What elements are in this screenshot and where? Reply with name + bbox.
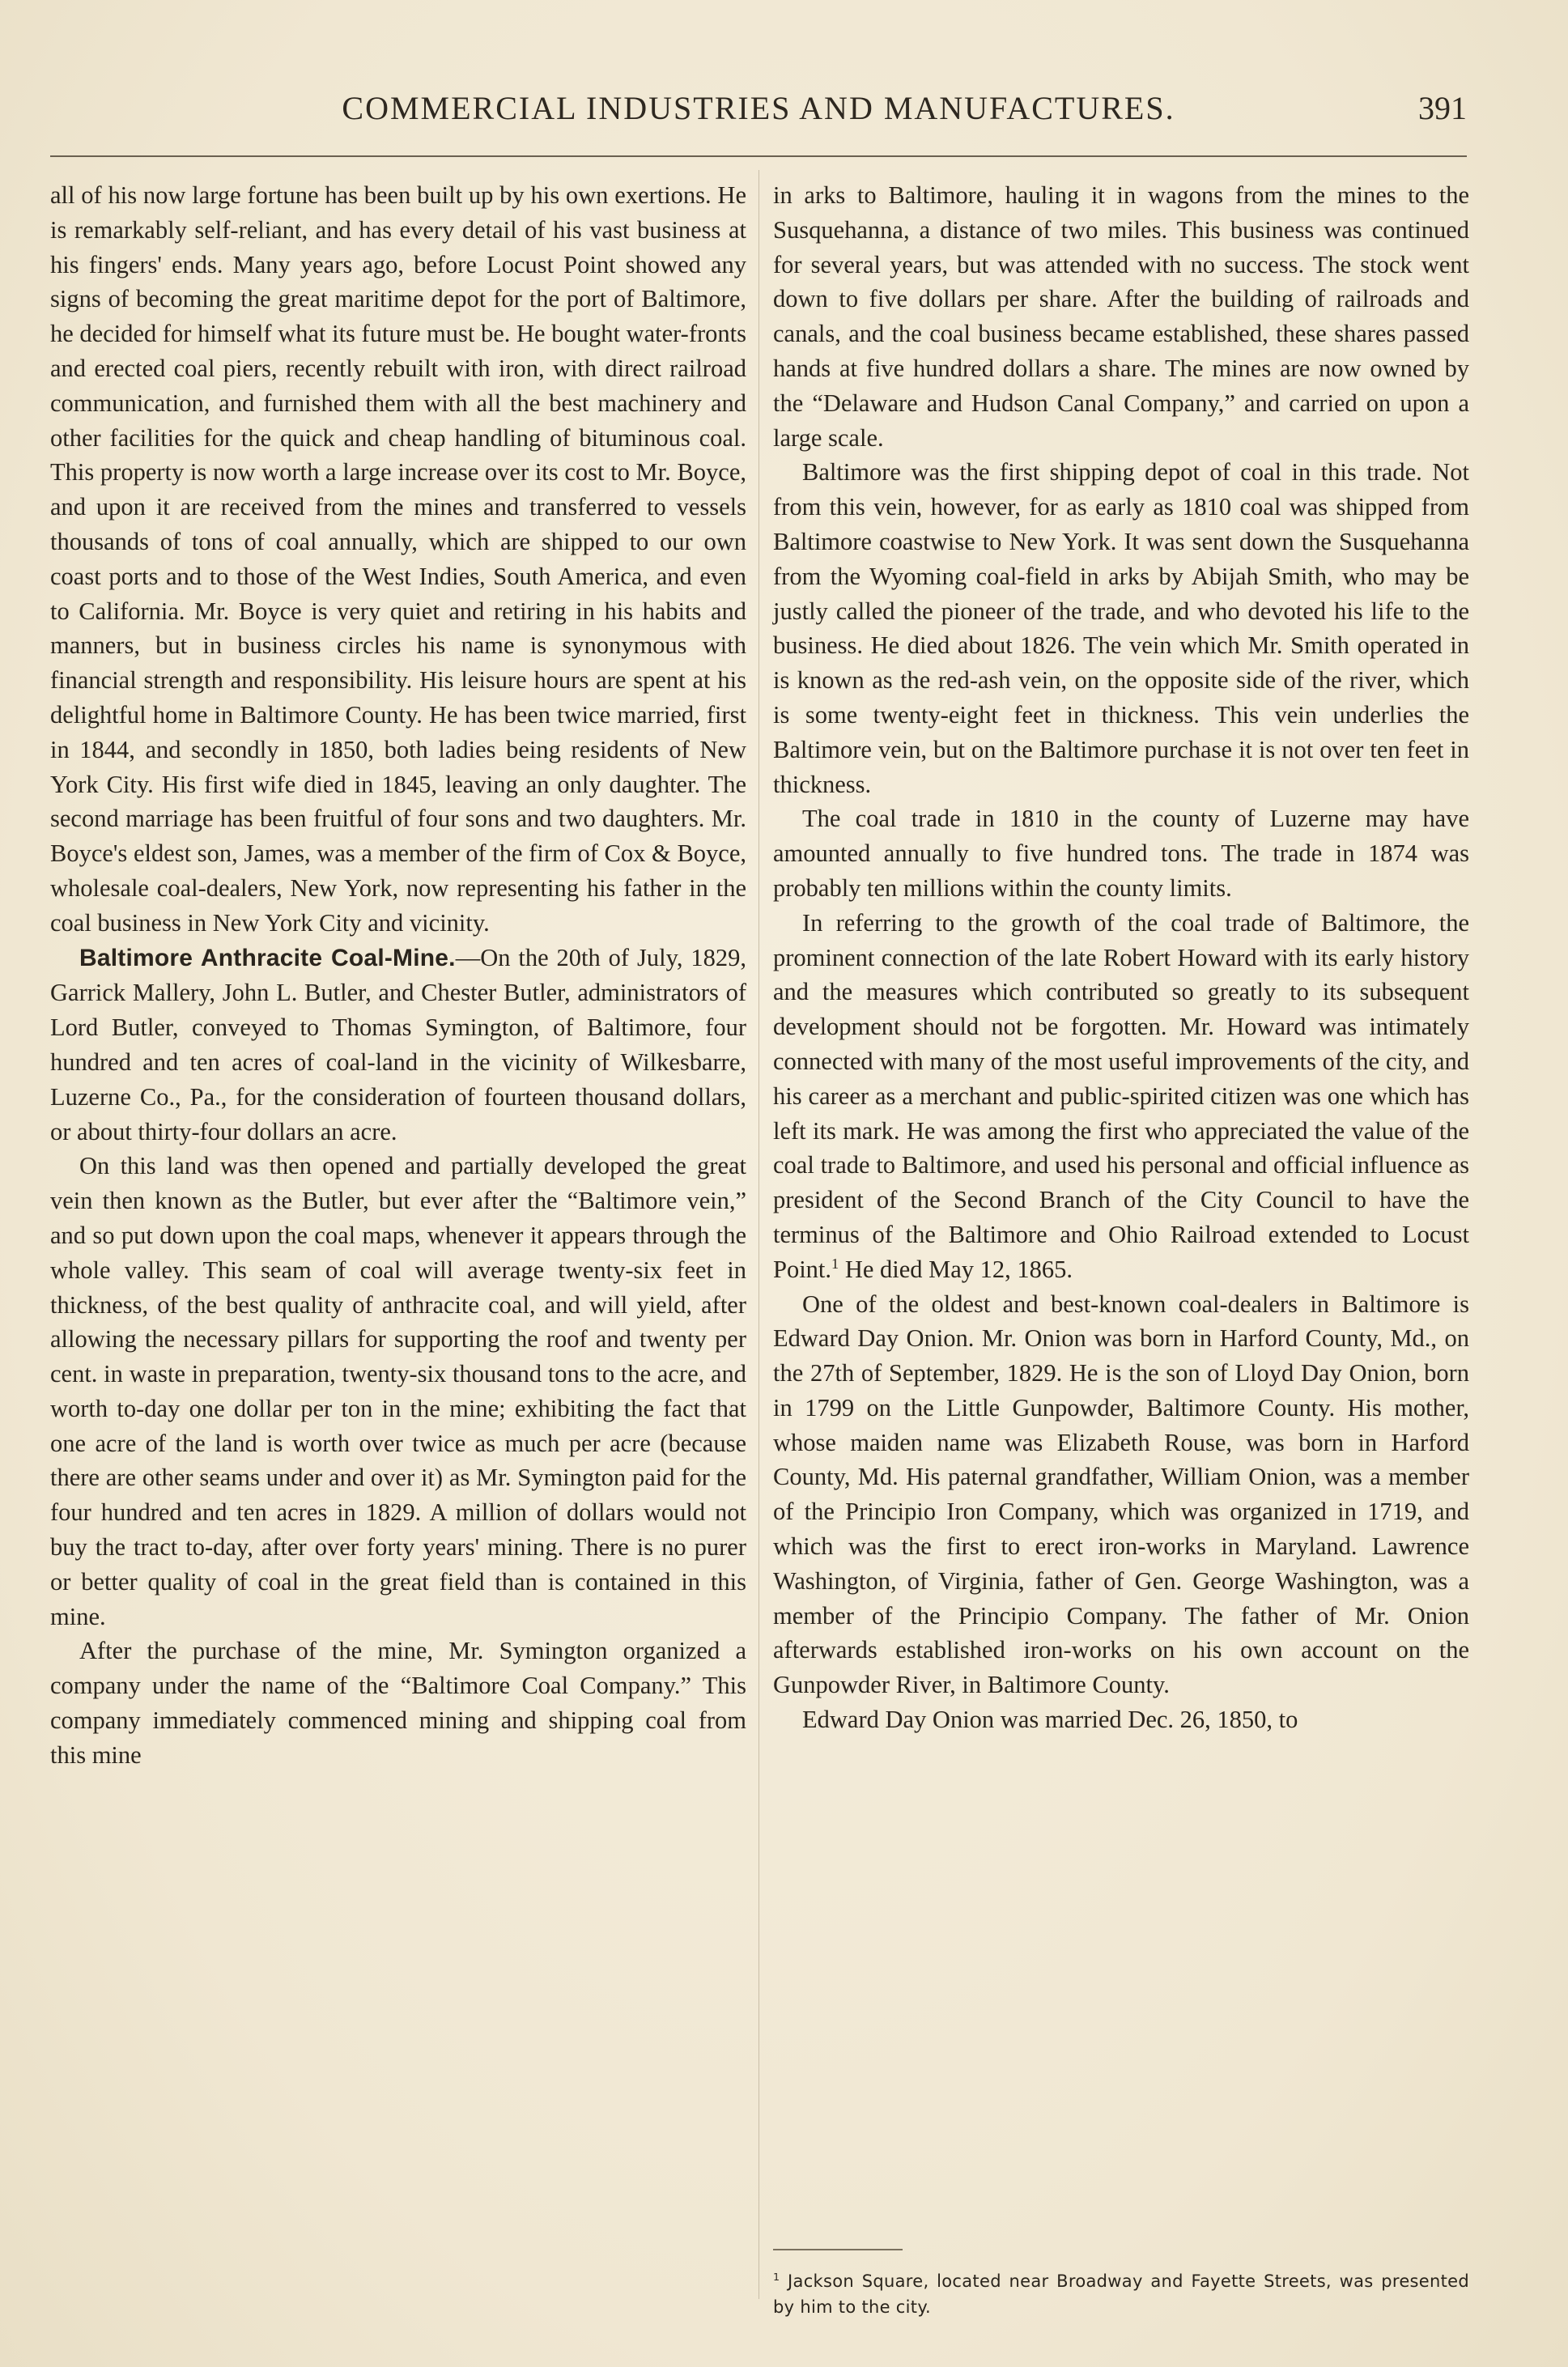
page-number: 391 (1418, 90, 1467, 126)
footnote-marker: 1 (831, 1255, 839, 1272)
paragraph-text: In referring to the growth of the coal trade of Baltimore, the prominent connection of the late Robert Howard with its early history and the measures which contributed so greatly to its subsequent development should not be forgotten. Mr. Howard was intimately connected with many of the most useful improvements of the city, and his career as a merchant and public-spirited citizen was one which has left its mark. He was among the first who appreciated the value of the coal trade to Baltimore, and used his personal and official influence as president of the Second Branch of the City Council to have the terminus of the Baltimore and Ohio Railroad extended to Locust Point. (773, 908, 1469, 1283)
footnote-rule (773, 2249, 903, 2250)
footnote-number: 1 (773, 2271, 780, 2283)
paragraph: On this land was then opened and partially developed the great vein then known as the Butler, but ever after the “Baltimore vein,” and so put down upon the coal maps, whenever it appears through the whole valley. This seam of coal will average twenty-six feet in thickness, of the best quality of anthracite coal, and will yield, after allowing the necessary pillars for supporting the roof and twenty per cent. in waste in preparation, twenty-six thousand tons to the acre, and worth to-day one dollar per ton in the mine; exhibiting the fact that one acre of the land is worth over twice as much per acre (because there are other seams under and over it) as Mr. Symington paid for the four hundred and ten acres in 1829. A million of dollars would not buy the tract to-day, after over forty years' mining. There is no purer or better quality of coal in the great field than is contained in this mine. (50, 1152, 746, 1630)
paragraph: Edward Day Onion was married Dec. 26, 1850, to (802, 1706, 1298, 1734)
paragraph-text: —On the 20th of July, 1829, Garrick Mallery, John L. Butler, and Chester Butler, administrators of Lord Butler, conveyed to Thomas Symington, of Baltimore, four hundred and ten acres of coal-land in the vicinity of Wilkesbarre, Luzerne Co., Pa., for the consideration of fourteen thousand dollars, or about thirty-four dollars an acre. (50, 943, 747, 1145)
paragraph: The coal trade in 1810 in the county of Luzerne may have amounted annually to five hundred tons. The trade in 1874 was probably ten millions within the county limits. (773, 805, 1469, 902)
running-title: COMMERCIAL INDUSTRIES AND MANUFACTURES. (342, 90, 1175, 126)
left-column (50, 178, 746, 1773)
header-rule (50, 155, 1467, 157)
paragraph-section (50, 941, 746, 1150)
section-heading: Baltimore Anthracite Coal-Mine. (79, 944, 456, 971)
paragraph-with-footnote (773, 906, 1469, 1287)
right-column (773, 178, 1469, 1737)
footnote (773, 2268, 1469, 2320)
paragraph: Baltimore was the first shipping depot of coal in this trade. Not from this vein, however, for as early as 1810 coal was shipped from Baltimore coastwise to New York. It was sent down the Susquehanna from the Wyoming coal-field in arks by Abijah Smith, who may be justly called the pioneer of the trade, and who devoted his life to the business. He died about 1826. The vein which Mr. Smith operated in is known as the red-ash vein, on the opposite side of the river, which is some twenty-eight feet in thickness. This vein underlies the Baltimore vein, but on the Baltimore purchase it is not over ten feet in thickness. (773, 458, 1469, 798)
paragraph: One of the oldest and best-known coal-dealers in Baltimore is Edward Day Onion. Mr. Onion was born in Harford County, Md., on the 27th of September, 1829. He is the son of Lloyd Day Onion, born in 1799 on the Little Gunpowder, Baltimore County. His mother, whose maiden name was Elizabeth Rouse, was born in Harford County, Md. His paternal grandfather, William Onion, was a member of the Principio Iron Company, which was organized in 1719, and which was the first to erect iron-works in Maryland. Lawrence Washington, of Virginia, father of Gen. George Washington, was a member of the Principio Company. The father of Mr. Onion afterwards established iron-works on his own account on the Gunpowder River, in Baltimore County. (773, 1290, 1469, 1699)
paragraph: all of his now large fortune has been built up by his own exertions. He is remarkably self-reliant, and has every detail of his vast business at his fingers' ends. Many years ago, before Locust Point showed any signs of becoming the great maritime depot for the port of Baltimore, he decided for himself what its future must be. He bought water-fronts and erected coal piers, recently rebuilt with iron, with direct railroad communication, and furnished them with all the best machinery and other facilities for the quick and cheap handling of bituminous coal. This property is now worth a large increase over its cost to Mr. Boyce, and upon it are received from the mines and transferred to vessels thousands of tons of coal annually, which are shipped to our own coast ports and to those of the West Indies, South America, and even to California. Mr. Boyce is very quiet and retiring in his habits and manners, but in business circles his name is synonymous with financial strength and responsibility. His leisure hours are spent at his delightful home in Baltimore County. He has been twice married, first in 1844, and secondly in 1850, both ladies being residents of New York City. His first wife died in 1845, leaving an only daughter. The second marriage has been fruitful of four sons and two daughters. Mr. Boyce's eldest son, James, was a member of the firm of Cox & Boyce, wholesale coal-dealers, New York, now representing his father in the coal business in New York City and vicinity. (50, 181, 746, 937)
footnote-text: Jackson Square, located near Broadway and Fayette Streets, was presented by him to the city. (773, 2271, 1469, 2317)
paragraph: After the purchase of the mine, Mr. Symington organized a company under the name of the “Baltimore Coal Company.” This company immediately commenced mining and shipping coal from this mine (50, 1637, 746, 1769)
page-header (50, 89, 1467, 138)
paragraph: in arks to Baltimore, hauling it in wagons from the mines to the Susquehanna, a distance of two miles. This business was continued for several years, but was attended with no success. The stock went down to five dollars per share. After the building of railroads and canals, and the coal business became established, these shares passed hands at five hundred dollars a share. The mines are now owned by the “Delaware and Hudson Canal Company,” and carried on upon a large scale. (773, 181, 1469, 452)
paragraph-text: He died May 12, 1865. (839, 1255, 1073, 1283)
